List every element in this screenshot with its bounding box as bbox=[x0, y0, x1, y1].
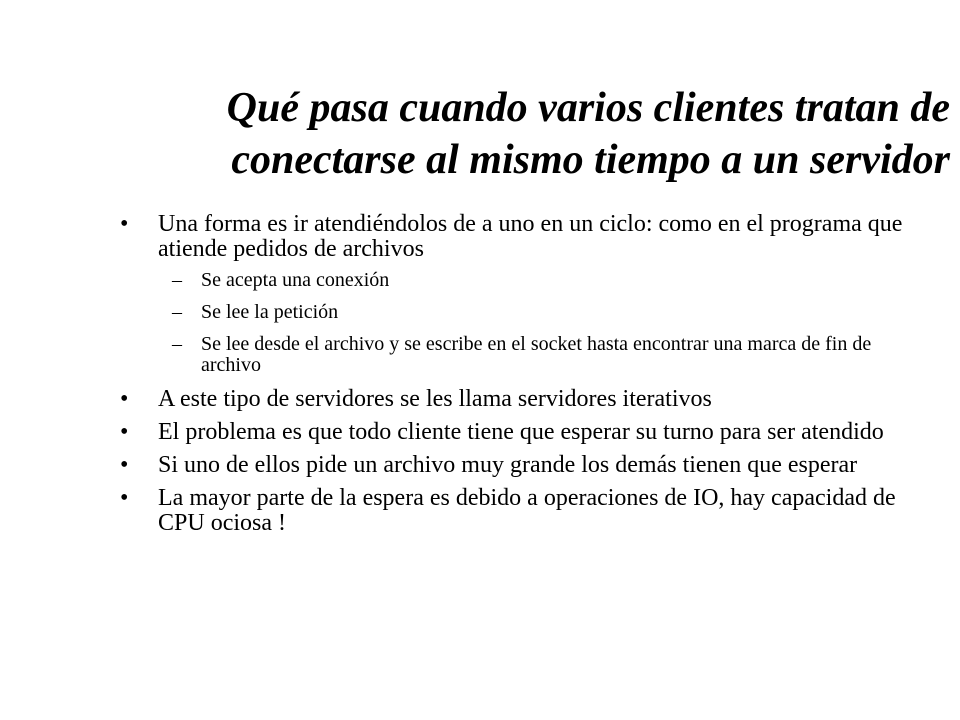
bullet-marker: • bbox=[120, 386, 129, 412]
sub-bullet-text-2: Se lee la petición bbox=[201, 301, 339, 323]
bullet-text-2: A este tipo de servidores se les llama servidores iterativos bbox=[158, 386, 712, 412]
sub-bullet-list bbox=[158, 270, 916, 376]
bullet-marker: • bbox=[120, 452, 129, 478]
bullet-item-4 bbox=[116, 453, 916, 478]
sub-bullet-item-1 bbox=[158, 270, 916, 291]
dash-marker: – bbox=[172, 333, 182, 355]
bullet-item-2 bbox=[116, 387, 916, 412]
bullet-text-1: Una forma es ir atendiéndolos de a uno en un ciclo: como en el programa que atiende pedidos de archivos bbox=[158, 211, 903, 262]
slide-title-line-1: Qué pasa cuando varios clientes tratan de bbox=[226, 85, 950, 131]
bullet-item-5 bbox=[116, 486, 916, 536]
sub-bullet-item-2 bbox=[158, 302, 916, 323]
bullet-text-4: Si uno de ellos pide un archivo muy grande los demás tienen que esperar bbox=[158, 452, 858, 478]
bullet-list bbox=[116, 212, 916, 544]
slide-title bbox=[100, 82, 950, 186]
bullet-text-3: El problema es que todo cliente tiene que esperar su turno para ser atendido bbox=[158, 419, 884, 445]
bullet-text-5: La mayor parte de la espera es debido a operaciones de IO, hay capacidad de CPU ociosa ! bbox=[158, 485, 896, 536]
bullet-item-3 bbox=[116, 420, 916, 445]
slide-title-line-2: conectarse al mismo tiempo a un servidor bbox=[231, 137, 950, 183]
sub-bullet-item-3 bbox=[158, 334, 916, 376]
bullet-marker: • bbox=[120, 211, 129, 237]
bullet-marker: • bbox=[120, 419, 129, 445]
dash-marker: – bbox=[172, 269, 182, 291]
dash-marker: – bbox=[172, 301, 182, 323]
bullet-item-1 bbox=[116, 212, 916, 376]
bullet-marker: • bbox=[120, 485, 129, 511]
sub-bullet-text-3: Se lee desde el archivo y se escribe en el socket hasta encontrar una marca de fin de archivo bbox=[201, 333, 872, 376]
sub-bullet-text-1: Se acepta una conexión bbox=[201, 269, 390, 291]
